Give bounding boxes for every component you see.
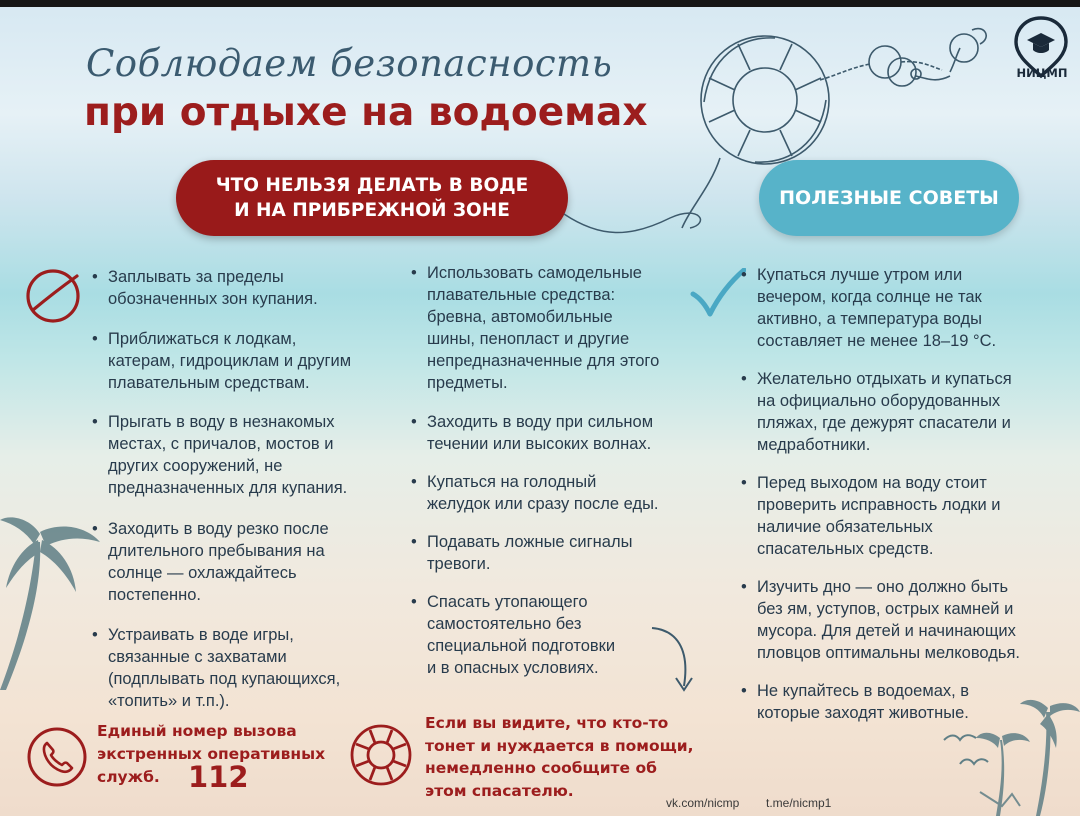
list-item: • Заходить в воду при сильном течении или высоких волнах.: [411, 411, 711, 455]
prohibition-icon: [25, 266, 83, 326]
tips-section-header: ПОЛЕЗНЫЕ СОВЕТЫ: [759, 160, 1019, 236]
tips-list: [741, 264, 1061, 724]
list-item: • Купаться на голодный желудок или сразу после еды.: [411, 471, 711, 515]
list-item: • Желательно отдыхать и купаться на официально оборудованных пляжах, где дежурят спасатели и медработники.: [741, 368, 1061, 456]
logo-text: НИЦМП: [1016, 66, 1068, 80]
list-item: • Не купайтесь в водоемах, в которые заходят животные.: [741, 680, 1061, 724]
list-item: • Подавать ложные сигналы тревоги.: [411, 531, 711, 575]
dont-list-middle: [411, 262, 711, 679]
rope-decoration-icon: [560, 178, 760, 258]
list-item: • Прыгать в воду в незнакомых местах, с причалов, мостов и других сооружений, не предназначенных для купания.: [92, 411, 412, 499]
vk-link[interactable]: vk.com/nicmp: [666, 796, 740, 810]
list-item: • Изучить дно — оно должно быть без ям, уступов, острых камней и мусора. Для детей и начинающих пловцов оптимальны мелководья.: [741, 576, 1061, 664]
list-item: • Приближаться к лодкам, катерам, гидроциклам и другим плавательным средствам.: [92, 328, 412, 394]
list-item: • Перед выходом на воду стоит проверить исправность лодки и наличие обязательных спасательных средств.: [741, 472, 1061, 560]
seagull-icon: [940, 730, 1000, 780]
emergency-text: Единый номер вызова экстренных оперативных служб.: [97, 722, 326, 786]
page-title: при отдыхе на водоемах: [84, 90, 648, 135]
emergency-number: 112: [188, 760, 249, 794]
top-bar: [0, 0, 1080, 7]
list-item: • Спасать утопающего самостоятельно без специальной подготовки и в опасных условиях.: [411, 591, 711, 679]
alert-text: Если вы видите, что кто-то тонет и нуждается в помощи, немедленно сообщите об этом спасателю.: [425, 714, 694, 800]
script-title: Соблюдаем безопасность: [86, 42, 613, 85]
list-item: • Использовать самодельные плавательные средства: бревна, автомобильные шины, пенопласт и другие непредназначенные для этого предметы.: [411, 262, 711, 394]
list-item: • Купаться лучше утром или вечером, когда солнце не так активно, а температура воды составляет не менее 18–19 °С.: [741, 264, 1061, 352]
palm-tree-icon: [0, 512, 110, 692]
list-item: • Заходить в воду резко после длительного пребывания на солнце — охлаждайтесь постепенно.: [92, 518, 412, 606]
curved-arrow-icon: [646, 624, 696, 696]
lifebuoy-icon: [348, 722, 414, 788]
telegram-link[interactable]: t.me/nicmp1: [766, 796, 832, 810]
dont-section-header: ЧТО НЕЛЬЗЯ ДЕЛАТЬ В ВОДЕ И НА ПРИБРЕЖНОЙ ЗОНЕ: [176, 160, 568, 236]
list-item: • Устраивать в воде игры, связанные с захватами (подплывать под купающихся, «топить» и т.п.).: [92, 624, 412, 712]
list-item: • Заплывать за пределы обозначенных зон купания.: [92, 266, 412, 310]
dont-list-left: [92, 266, 412, 712]
phone-icon: [25, 725, 89, 789]
